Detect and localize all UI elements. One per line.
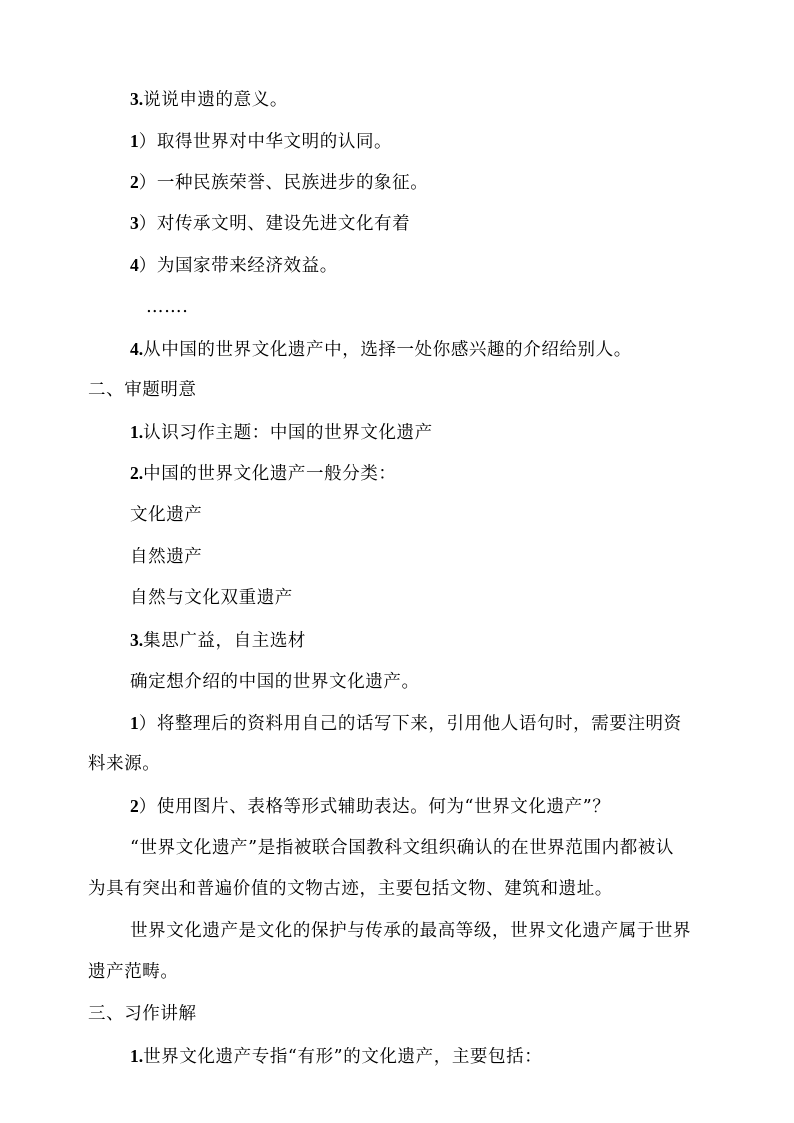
category-mixed: 自然与文化双重遗产 bbox=[130, 588, 293, 608]
paragraph-definition-continued: 为具有突出和普遍价值的文物古迹，主要包括文物、建筑和遗址。 bbox=[88, 879, 613, 899]
sub-item-1-organize: 1）将整理后的资料用自己的话写下来，引用他人语句时，需要注明资 bbox=[130, 713, 682, 734]
list-item-1-recognition: 1）取得世界对中华文明的认同。 bbox=[130, 131, 393, 152]
category-cultural: 文化遗产 bbox=[130, 505, 203, 525]
paragraph-highest-level-continued: 遗产范畴。 bbox=[88, 962, 179, 982]
sub-item-1-continued: 料来源。 bbox=[88, 754, 161, 774]
item-1-theme: 1.认识习作主题：中国的世界文化遗产 bbox=[130, 422, 433, 443]
list-item-4-economy: 4）为国家带来经济效益。 bbox=[130, 255, 338, 276]
heading-4-introduce: 4.从中国的世界文化遗产中，选择一处你感兴趣的介绍给别人。 bbox=[130, 339, 632, 360]
ellipsis-line: ……. bbox=[146, 297, 189, 317]
paragraph-definition: “世界文化遗产”是指被联合国教科文组织确认的在世界范围内都被认 bbox=[130, 838, 674, 858]
section-2-heading: 二、审题明意 bbox=[88, 380, 197, 400]
item-3-brainstorm: 3.集思广益，自主选材 bbox=[130, 630, 307, 651]
list-item-3-culture: 3）对传承文明、建设先进文化有着 bbox=[130, 213, 411, 234]
section-3-heading: 三、习作讲解 bbox=[88, 1004, 197, 1024]
item-2-classification: 2.中国的世界文化遗产一般分类： bbox=[130, 463, 397, 484]
paragraph-choose-heritage: 确定想介绍的中国的世界文化遗产。 bbox=[130, 672, 420, 692]
sub-item-2-images: 2）使用图片、表格等形式辅助表达。何为“世界文化遗产”？ bbox=[130, 796, 611, 817]
list-item-2-honor: 2）一种民族荣誉、民族进步的象征。 bbox=[130, 172, 429, 193]
paragraph-highest-level: 世界文化遗产是文化的保护与传承的最高等级，世界文化遗产属于世界 bbox=[130, 921, 692, 941]
item-1-tangible-heritage: 1.世界文化遗产专指“有形”的文化遗产，主要包括： bbox=[130, 1046, 543, 1067]
heading-3-significance: 3.说说申遗的意义。 bbox=[130, 89, 288, 110]
category-natural: 自然遗产 bbox=[130, 547, 203, 567]
